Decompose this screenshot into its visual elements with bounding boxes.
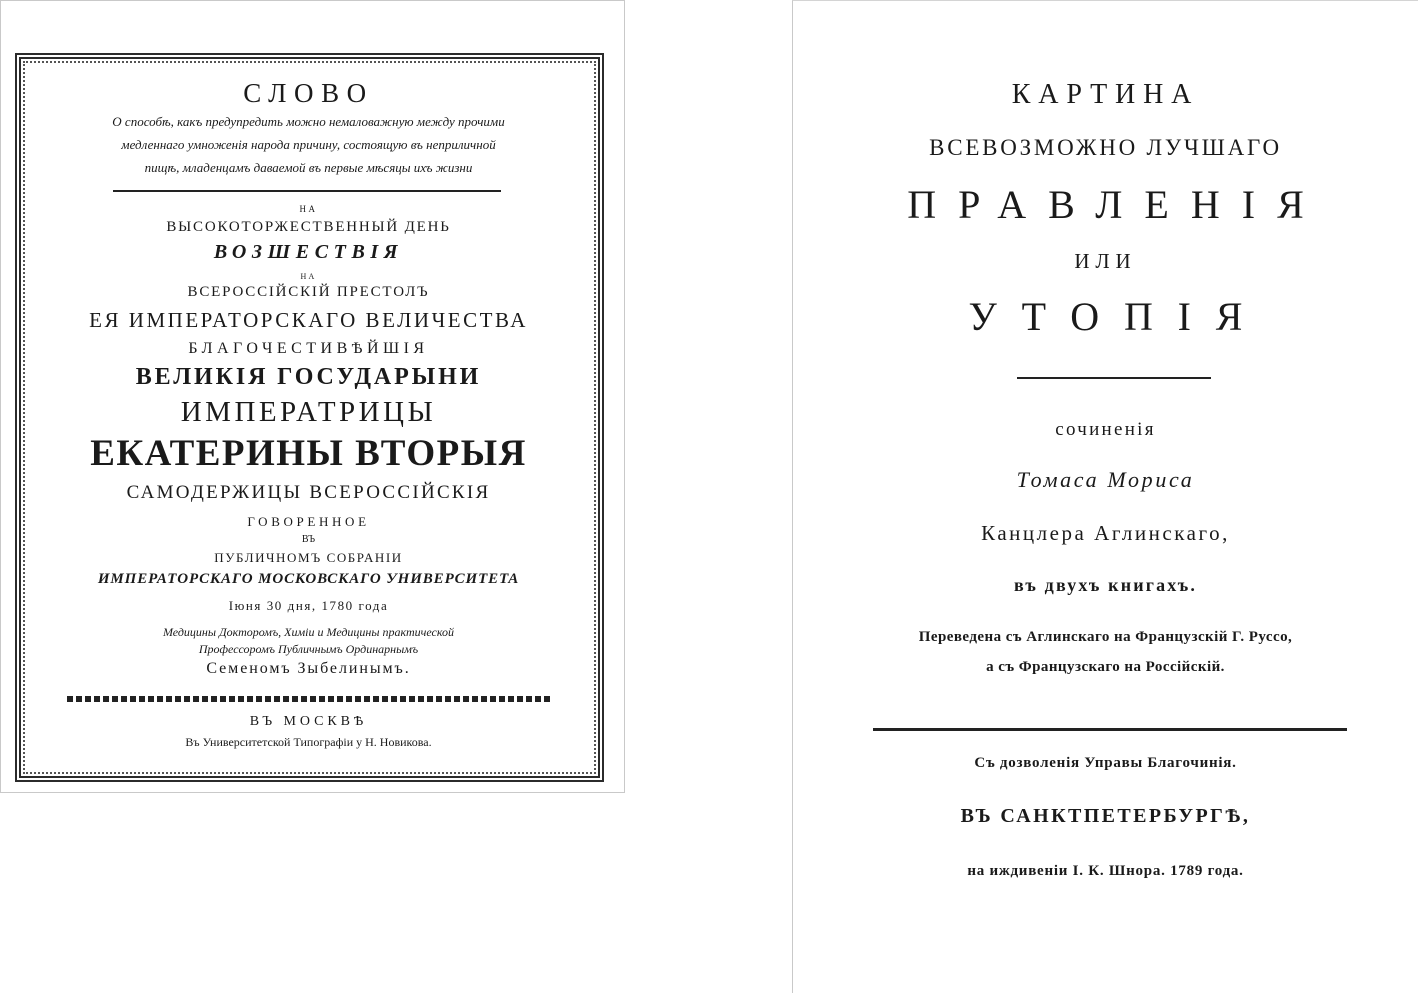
- left-ornamental-divider: [67, 696, 553, 702]
- left-line-empress: ИМПЕРАТРИЦЫ: [180, 396, 437, 428]
- right-line-1: КАРТИНА: [1011, 79, 1200, 110]
- left-line-great: ВЕЛИКІЯ ГОСУДАРЫНИ: [135, 364, 482, 390]
- left-line-throne: ВСЕРОССІЙСКІЙ ПРЕСТОЛЪ: [187, 284, 430, 300]
- right-books: въ двухъ книгахъ.: [1013, 575, 1198, 595]
- left-line-pious: БЛАГОЧЕСТИВѢЙШІЯ: [188, 340, 429, 357]
- left-line-majesty: ЕЯ ИМПЕРАТОРСКАГО ВЕЛИЧЕСТВА: [89, 308, 528, 332]
- right-city: ВЪ САНКТПЕТЕРБУРГѢ,: [960, 805, 1251, 827]
- left-author-line-2: Профессоромъ Публичнымъ Ординарнымъ: [198, 642, 419, 656]
- left-author-line-1: Медицины Докторомъ, Химіи и Медицины практической: [162, 625, 454, 639]
- left-line-spoken: ГОВОРЕННОЕ: [247, 514, 370, 529]
- left-author-name: Семеномъ Зыбелинымъ.: [206, 660, 411, 677]
- right-publisher: на иждивеніи І. К. Шнора. 1789 года.: [967, 863, 1244, 879]
- left-subtitle-line-2: медленнаго умноженія народа причину, состоящую въ неприличной: [121, 137, 496, 152]
- left-line-catherine: ЕКАТЕРИНЫ ВТОРЫЯ: [90, 433, 527, 474]
- left-na-2: НА: [300, 272, 317, 281]
- left-line-autocrat: САМОДЕРЖИЦЫ ВСЕРОССІЙСКІЯ: [126, 482, 491, 503]
- left-line-date: Іюня 30 дня, 1780 года: [228, 598, 389, 613]
- left-line-v: ВЪ: [301, 534, 316, 545]
- right-divider-short: [1017, 377, 1211, 379]
- left-line-ascension: ВОЗШЕСТВІЯ: [213, 241, 404, 263]
- left-imprint-city: ВЪ МОСКВѢ: [249, 714, 368, 729]
- left-page-text-block: [27, 64, 590, 769]
- right-line-2: ВСЕВОЗМОЖНО ЛУЧШАГО: [929, 135, 1282, 160]
- left-na-1: НА: [299, 204, 318, 214]
- left-line-university: ИМПЕРАТОРСКАГО МОСКОВСКАГО УНИВЕРСИТЕТА: [97, 571, 520, 587]
- right-chancellor: Канцлера Аглинскаго,: [981, 521, 1230, 545]
- left-subtitle-line-3: пищѣ, младенцамъ даваемой въ первые мѣсяцы ихъ жизни: [144, 160, 473, 175]
- right-line-3: ПРАВЛЕНІЯ: [907, 182, 1326, 227]
- left-subtitle-line-1: О способѣ, какъ предупредить можно немаловажную между прочими: [112, 114, 505, 129]
- left-line-public: ПУБЛИЧНОМЪ СОБРАНІИ: [214, 550, 403, 565]
- left-title: СЛОВО: [243, 78, 374, 108]
- left-line-day: ВЫСОКОТОРЖЕСТВЕННЫЙ ДЕНЬ: [166, 219, 451, 235]
- right-divider-long: [873, 728, 1347, 731]
- right-translated-line-1: Переведена съ Аглинскаго на Французскій Г. Руссо,: [918, 629, 1293, 645]
- right-works: сочиненія: [1055, 419, 1156, 440]
- left-divider-top: [113, 190, 501, 192]
- right-permission: Съ дозволенія Управы Благочинія.: [974, 755, 1237, 771]
- left-imprint-press: Въ Университетской Типографіи у Н. Новикова.: [185, 735, 432, 749]
- right-translated-line-2: а съ Французскаго на Россійскій.: [986, 659, 1225, 675]
- right-line-4: ИЛИ: [1074, 249, 1137, 273]
- right-line-5: УТОПІЯ: [968, 294, 1268, 339]
- right-author: Томаса Мориса: [1016, 467, 1195, 492]
- right-title-page: [792, 0, 1418, 993]
